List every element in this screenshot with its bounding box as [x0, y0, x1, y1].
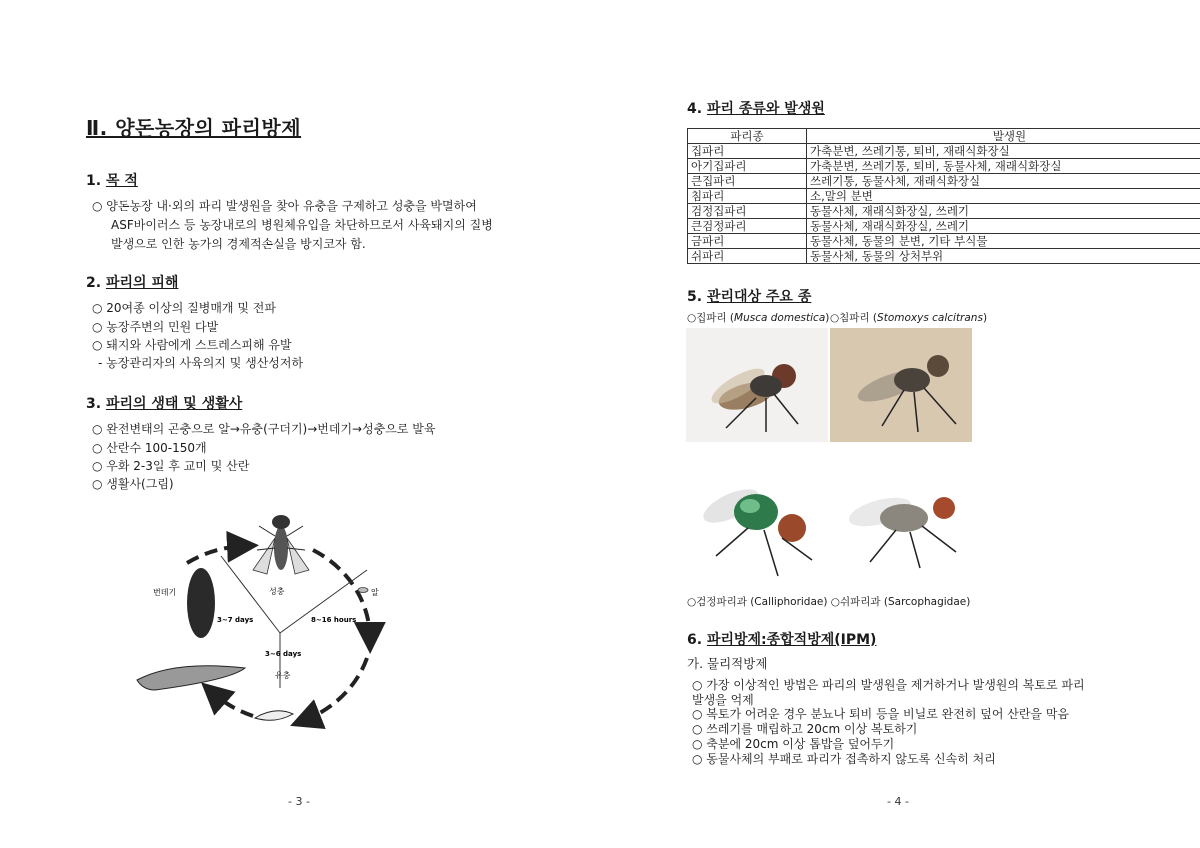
table-cell: 동물사체, 재래식화장실, 쓰레기 [807, 219, 1200, 234]
list-item: - 농장관리자의 사육의지 및 생산성저하 [98, 356, 304, 370]
section-4-heading [687, 98, 825, 118]
list-item: ○ 우화 2-3일 후 교미 및 산란 [92, 459, 250, 473]
fly-life-cycle-diagram [135, 508, 405, 738]
section-1-heading [86, 170, 138, 190]
duration-label: 8~16 hours [311, 616, 357, 624]
list-item: ○ 가장 이상적인 방법은 파리의 발생원을 제거하거나 발생원의 복토로 파리 [692, 678, 1085, 692]
section-title: 파리의 생태 및 생활사 [105, 396, 243, 412]
section-1-line: 발생으로 인한 농가의 경제적손실을 방지코자 함. [111, 237, 366, 251]
section-title: 관리대상 주요 종 [706, 289, 812, 305]
table-cell: 금파리 [688, 234, 807, 249]
table-row [688, 189, 1200, 204]
larva-illustration [137, 666, 245, 690]
table-cell: 쉬파리 [688, 249, 807, 264]
table-cell: 소,말의 분변 [807, 189, 1200, 204]
section-2-heading [86, 272, 178, 292]
stable-fly-photo [830, 328, 972, 442]
section-1-line: ASF바이러스 등 농장내로의 병원체유입을 차단하므로서 사육돼지의 질병 [111, 218, 493, 232]
table-row [688, 249, 1200, 264]
housefly-photo [686, 328, 828, 442]
table-cell: 아기집파리 [688, 159, 807, 174]
page-number: - 4 - [887, 795, 909, 808]
larva-label: 유충 [275, 671, 291, 680]
pupa-label: 번데기 [153, 588, 177, 597]
section-number: 1. [86, 173, 102, 189]
section-title: 목 적 [105, 173, 138, 189]
list-item: ○ 돼지와 사람에게 스트레스피해 유발 [92, 338, 292, 352]
pupa-illustration [187, 568, 215, 638]
subsection-heading: 가. 물리적방제 [687, 656, 768, 671]
section-number: 4. [687, 101, 703, 117]
list-item: ○ 농장주변의 민원 다발 [92, 320, 219, 334]
table-cell: 가축분변, 쓰레기통, 퇴비, 재래식화장실 [807, 144, 1200, 159]
section-number: 5. [687, 289, 703, 305]
list-item: ○ 산란수 100-150개 [92, 441, 207, 455]
blowfly-fleshfly-caption: ○검정파리과 (Calliphoridae) ○쉬파리과 (Sarcophagidae) [687, 596, 971, 608]
housefly-caption: ○집파리 (Musca domestica) [687, 312, 830, 324]
section-3-heading [86, 393, 242, 413]
page-right [600, 0, 1200, 848]
table-cell: 가축분변, 쓰레기통, 퇴비, 동물사체, 재래식화장실 [807, 159, 1200, 174]
table-row [688, 234, 1200, 249]
stable-fly-caption: ○침파리 (Stomoxys calcitrans) [830, 312, 988, 324]
table-cell: 쓰레기통, 동물사체, 재래식화장실 [807, 174, 1200, 189]
list-item: ○ 복토가 어려운 경우 분뇨나 퇴비 등을 비닐로 완전히 덮어 산란을 막음 [692, 707, 1070, 721]
egg-label: 알 [371, 588, 379, 597]
section-5-heading [687, 286, 811, 306]
section-6-heading [687, 629, 876, 649]
blowfly-photo [686, 464, 834, 584]
fly-source-table [687, 128, 1200, 264]
chapter-title: Ⅱ. 양돈농장의 파리방제 [86, 116, 302, 140]
table-cell: 집파리 [688, 144, 807, 159]
list-item: ○ 완전변태의 곤충으로 알→유충(구더기)→번데기→성충으로 발육 [92, 422, 436, 436]
table-cell: 동물사체, 재래식화장실, 쓰레기 [807, 204, 1200, 219]
section-title: 파리 종류와 발생원 [706, 101, 825, 117]
column-header: 발생원 [807, 129, 1200, 144]
duration-label: 3~7 days [217, 616, 254, 624]
table-header-row [688, 129, 1200, 144]
page-number: - 3 - [288, 795, 310, 808]
table-cell: 큰집파리 [688, 174, 807, 189]
table-row [688, 219, 1200, 234]
table-cell: 동물사체, 동물의 분변, 기타 부식물 [807, 234, 1200, 249]
section-number: 2. [86, 275, 102, 291]
table-row [688, 159, 1200, 174]
section-title: 파리방제:종합적방제(IPM) [706, 632, 877, 648]
table-cell: 큰검정파리 [688, 219, 807, 234]
list-item: ○ 쓰레기를 매립하고 20cm 이상 복토하기 [692, 722, 918, 736]
list-item: ○ 생활사(그림) [92, 477, 174, 491]
table-row [688, 144, 1200, 159]
young-larva-illustration [255, 711, 293, 720]
adult-label: 성충 [269, 587, 285, 596]
table-cell: 검정집파리 [688, 204, 807, 219]
adult-fly-illustration [253, 515, 309, 574]
list-item: ○ 동물사체의 부패로 파리가 접촉하지 않도록 신속히 처리 [692, 752, 996, 766]
section-number: 6. [687, 632, 703, 648]
table-row [688, 204, 1200, 219]
table-row [688, 174, 1200, 189]
column-header: 파리종 [688, 129, 807, 144]
section-number: 3. [86, 396, 102, 412]
duration-label: 3~6 days [265, 650, 302, 658]
table-cell: 동물사체, 동물의 상처부위 [807, 249, 1200, 264]
section-title: 파리의 피해 [105, 275, 179, 291]
list-item: ○ 축분에 20cm 이상 톱밥을 덮어두기 [692, 737, 895, 751]
list-item: 발생을 억제 [692, 693, 754, 707]
list-item: ○ 20여종 이상의 질병매개 및 전파 [92, 301, 276, 315]
section-1-line: ○ 양돈농장 내·외의 파리 발생원을 찾아 유충을 구제하고 성충을 박멸하여 [92, 199, 477, 213]
egg-illustration [358, 588, 368, 593]
table-cell: 침파리 [688, 189, 807, 204]
flesh-fly-photo [840, 470, 980, 580]
